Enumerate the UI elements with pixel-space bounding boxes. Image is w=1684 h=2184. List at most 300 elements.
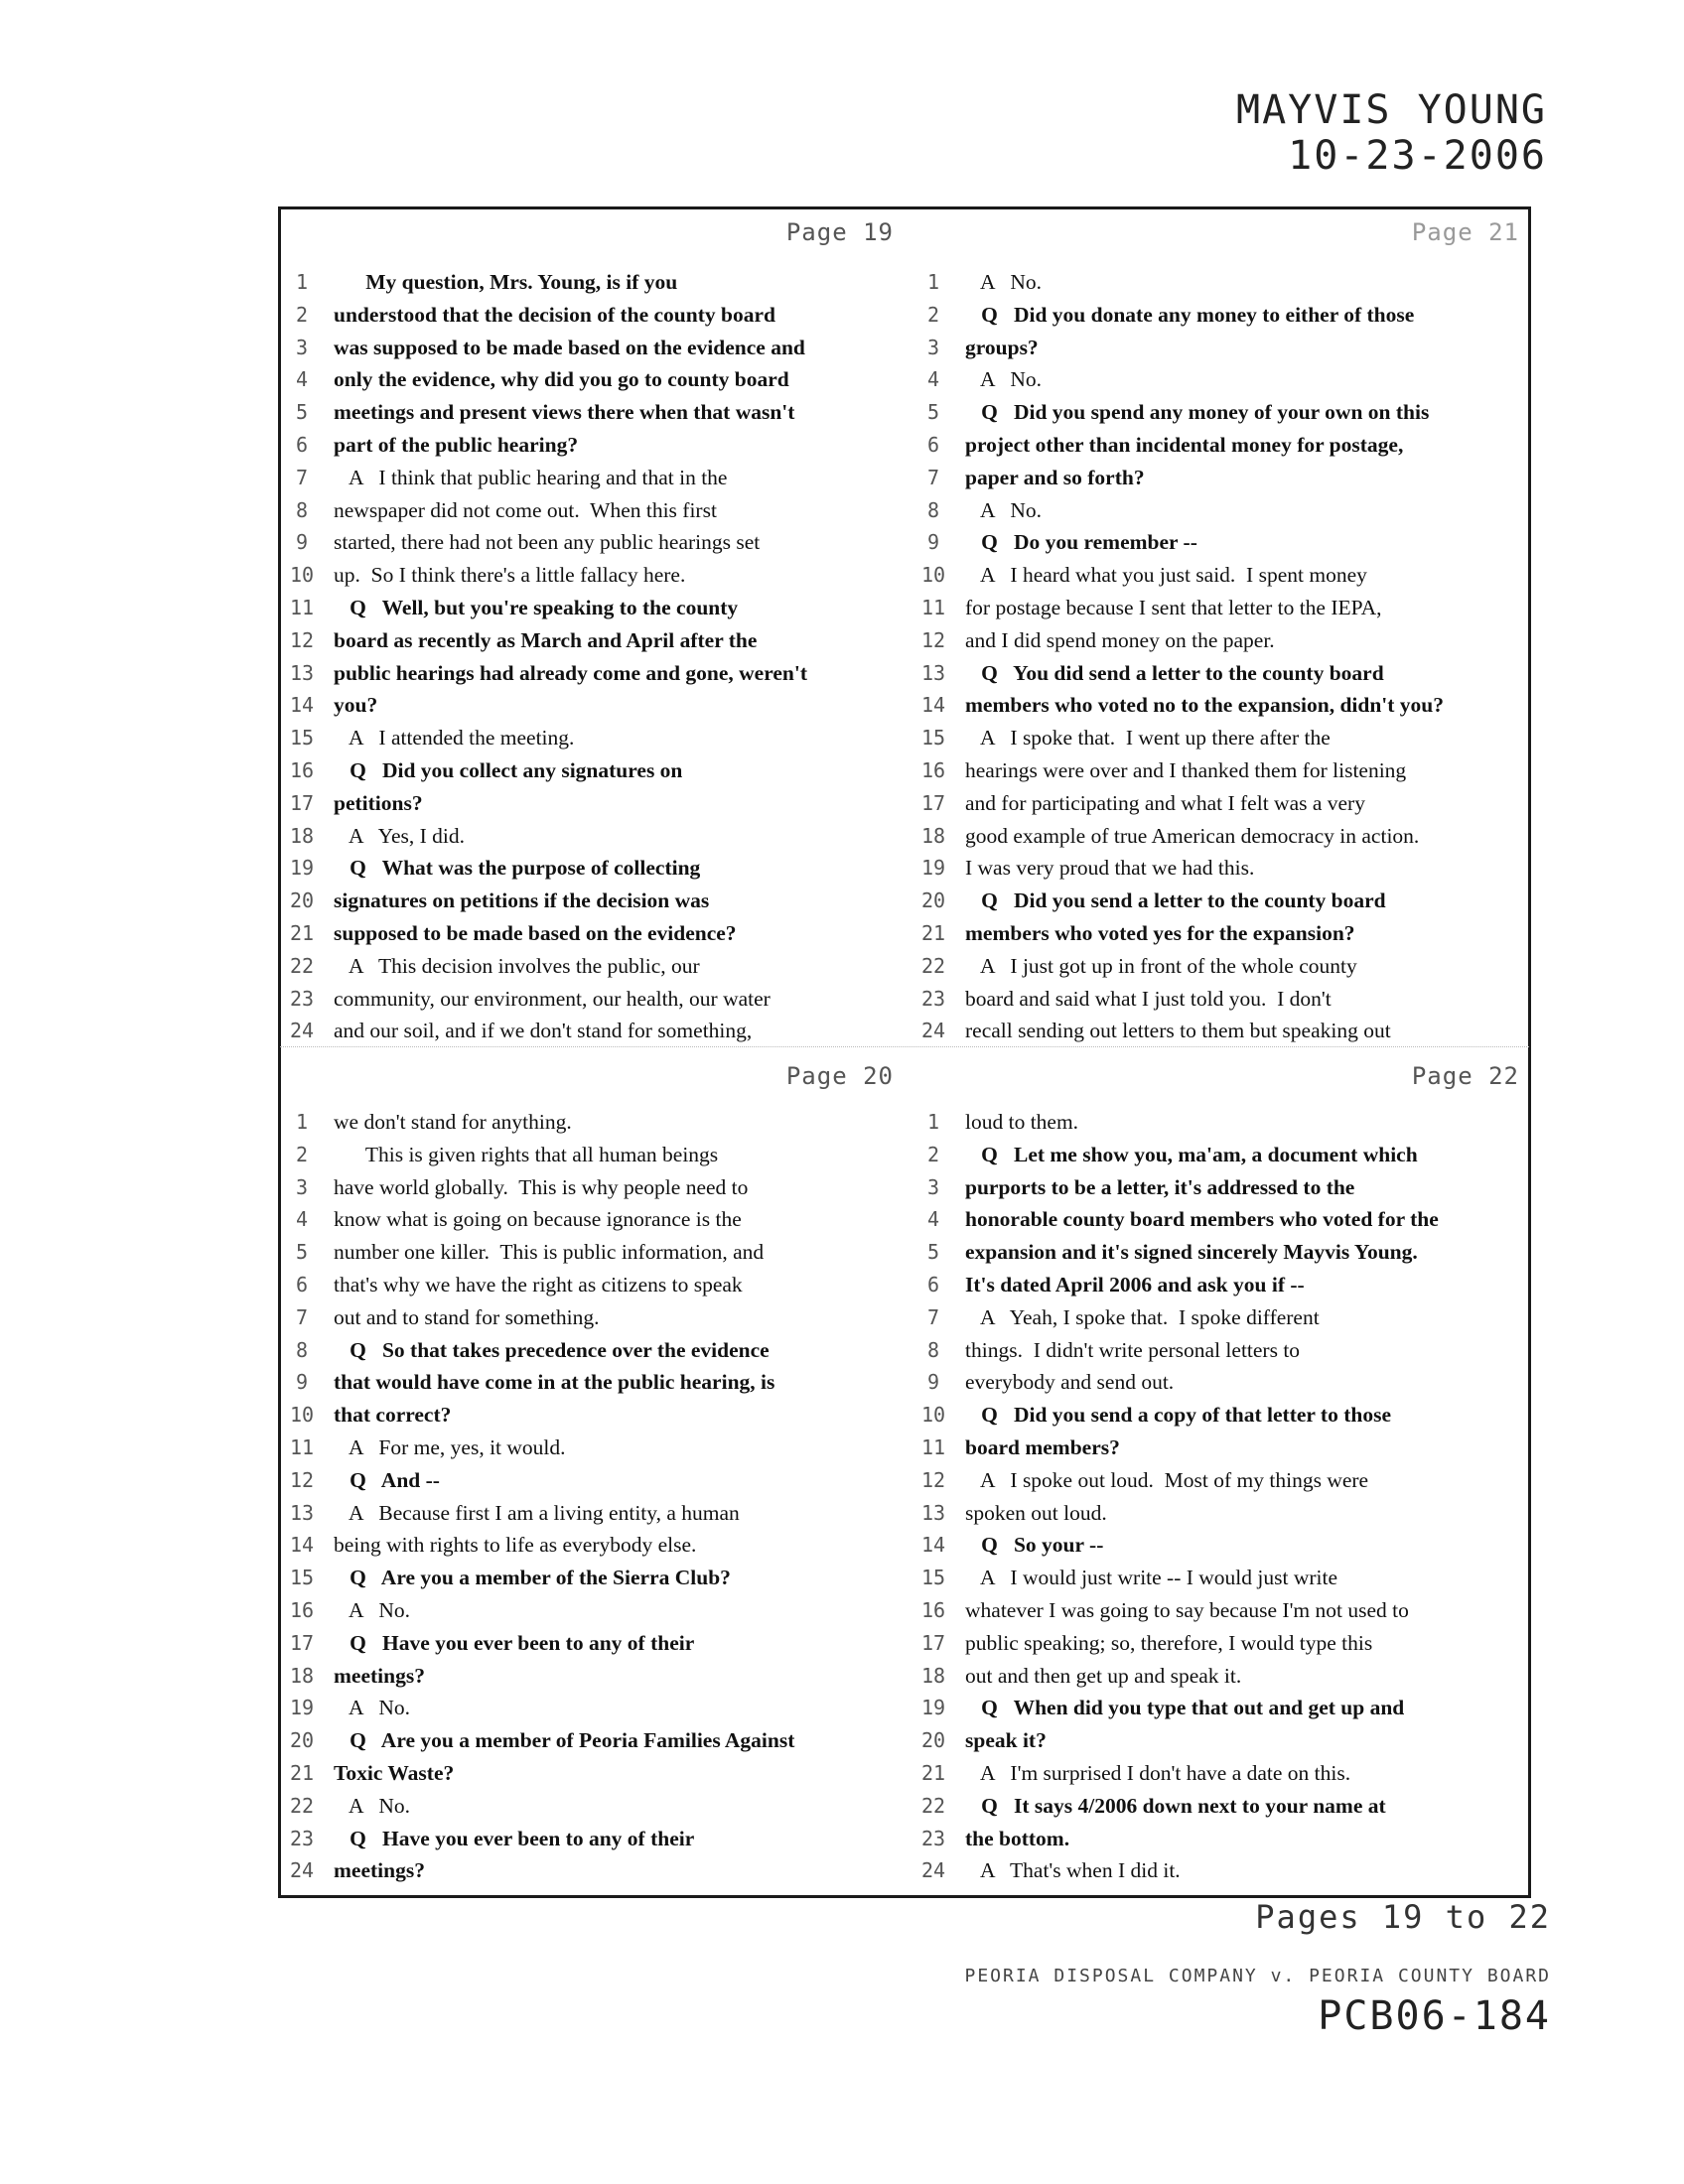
line-number: 12: [289, 1467, 315, 1492]
transcript-line: [280, 494, 904, 527]
transcript-line: [912, 592, 1529, 624]
page-title: Page 20: [785, 1062, 894, 1090]
line-number: 17: [289, 1630, 315, 1655]
line-number: 8: [295, 1337, 309, 1362]
line-text: spoken out loud.: [965, 1500, 1107, 1525]
line-text: It's dated April 2006 and ask you if --: [965, 1272, 1305, 1297]
transcript-line: [912, 624, 1529, 657]
line-text: honorable county board members who voted for the: [965, 1207, 1439, 1232]
transcript-line: [912, 754, 1529, 787]
line-number: 1: [295, 1110, 309, 1134]
line-number: 12: [289, 627, 315, 652]
line-text: A That's when I did it.: [965, 1858, 1181, 1883]
line-text: members who voted yes for the expansion?: [965, 920, 1355, 945]
transcript-line: [912, 1106, 1529, 1139]
line-text: understood that the decision of the county board: [334, 302, 775, 327]
transcript-lines: [280, 266, 904, 1044]
transcript-line: [912, 429, 1529, 462]
line-number: 2: [926, 1142, 940, 1166]
line-text: whatever I was going to say because I'm not used to: [965, 1597, 1409, 1622]
line-text: know what is going on because ignorance is the: [334, 1207, 742, 1232]
transcript-line: [912, 950, 1529, 983]
transcript-line: [280, 885, 904, 917]
line-number: 16: [920, 757, 946, 782]
line-text: A For me, yes, it would.: [334, 1434, 566, 1459]
transcript-page-22: [912, 1054, 1529, 1896]
line-number: 23: [920, 1826, 946, 1850]
transcript-line: [912, 820, 1529, 853]
line-text: Q What was the purpose of collecting: [334, 856, 701, 881]
transcript-line: [280, 1529, 904, 1562]
line-text: Q Have you ever been to any of their: [334, 1630, 695, 1655]
line-text: My question, Mrs. Young, is if you: [334, 270, 678, 294]
line-text: and for participating and what I felt was a very: [965, 790, 1365, 815]
line-text: and I did spend money on the paper.: [965, 627, 1275, 652]
line-text: things. I didn't write personal letters to: [965, 1337, 1301, 1362]
transcript-line: [280, 1432, 904, 1464]
line-text: the bottom.: [965, 1826, 1070, 1850]
line-number: 13: [920, 1500, 946, 1525]
transcript-line: [912, 1497, 1529, 1530]
line-text: A I'm surprised I don't have a date on this.: [965, 1760, 1351, 1785]
line-number: 12: [920, 1467, 946, 1492]
transcript-line: [280, 1562, 904, 1594]
line-number: 4: [295, 367, 309, 392]
line-number: 22: [289, 1793, 315, 1818]
transcript-line: [912, 1236, 1529, 1269]
transcript-line: [912, 299, 1529, 332]
line-number: 3: [295, 1174, 309, 1199]
line-number: 13: [920, 660, 946, 685]
line-number: 23: [920, 986, 946, 1011]
line-number: 14: [289, 693, 315, 718]
line-number: 21: [920, 920, 946, 945]
line-text: that correct?: [334, 1403, 452, 1428]
transcript-line: [280, 332, 904, 364]
transcript-line: [912, 1790, 1529, 1823]
line-text: Q So that takes precedence over the evidence: [334, 1337, 770, 1362]
transcript-line: [912, 494, 1529, 527]
line-number: 2: [295, 302, 309, 327]
line-number: 12: [920, 627, 946, 652]
line-text: Q Did you send a letter to the county board: [965, 888, 1386, 913]
transcript-lines: [912, 1106, 1529, 1887]
line-text: A Yes, I did.: [334, 823, 466, 848]
transcript-line: [280, 1015, 904, 1044]
line-number: 13: [289, 660, 315, 685]
line-number: 6: [926, 1272, 940, 1297]
transcript-line: [912, 1464, 1529, 1497]
transcript-line: [912, 1139, 1529, 1171]
line-number: 16: [289, 1597, 315, 1622]
line-text: you?: [334, 693, 378, 718]
line-number: 10: [920, 1403, 946, 1428]
page-range: Pages 19 to 22: [1255, 1898, 1551, 1936]
transcript-line: [280, 1627, 904, 1660]
transcript-line: [912, 1529, 1529, 1562]
line-text: board and said what I just told you. I don't: [965, 986, 1332, 1011]
line-text: community, our environment, our health, our water: [334, 986, 771, 1011]
line-number: 20: [920, 1728, 946, 1753]
line-number: 10: [289, 563, 315, 588]
transcript-line: [280, 624, 904, 657]
line-text: part of the public hearing?: [334, 432, 579, 457]
transcript-line: [280, 462, 904, 494]
transcript-line: [280, 526, 904, 559]
line-number: 18: [920, 1663, 946, 1688]
line-text: project other than incidental money for postage,: [965, 432, 1404, 457]
transcript-line: [912, 1334, 1529, 1367]
transcript-line: [912, 885, 1529, 917]
transcript-line: [912, 332, 1529, 364]
transcript-line: [280, 1854, 904, 1887]
line-number: 4: [295, 1207, 309, 1232]
line-text: A No.: [965, 497, 1043, 522]
line-text: A No.: [334, 1696, 411, 1720]
line-number: 2: [926, 302, 940, 327]
line-text: started, there had not been any public hearings set: [334, 530, 761, 555]
line-text: Q Are you a member of the Sierra Club?: [334, 1566, 731, 1590]
line-number: 19: [920, 1696, 946, 1720]
line-text: supposed to be made based on the evidence?: [334, 920, 737, 945]
line-number: 9: [295, 530, 309, 555]
transcript-line: [912, 1269, 1529, 1301]
line-text: groups?: [965, 335, 1039, 359]
transcript-line: [912, 689, 1529, 722]
line-text: Q Are you a member of Peoria Families Against: [334, 1728, 795, 1753]
line-text: and our soil, and if we don't stand for something,: [334, 1019, 753, 1043]
line-text: number one killer. This is public information, and: [334, 1240, 765, 1265]
line-text: signatures on petitions if the decision was: [334, 888, 710, 913]
line-number: 7: [295, 1304, 309, 1329]
line-number: 15: [289, 726, 315, 751]
transcript-line: [280, 1301, 904, 1334]
line-number: 21: [920, 1760, 946, 1785]
transcript-line: [912, 722, 1529, 754]
transcript-line: [280, 950, 904, 983]
transcript-line: [280, 1757, 904, 1790]
transcript-page-20: [280, 1054, 904, 1896]
line-text: public hearings had already come and gone, weren't: [334, 660, 808, 685]
transcript-line: [912, 1724, 1529, 1757]
line-text: only the evidence, why did you go to county board: [334, 367, 789, 392]
line-number: 22: [289, 953, 315, 978]
transcript-line: [912, 363, 1529, 396]
line-text: paper and so forth?: [965, 465, 1145, 489]
line-number: 1: [295, 270, 309, 294]
transcript-line: [280, 852, 904, 885]
transcript-line: [280, 1464, 904, 1497]
line-text: out and to stand for something.: [334, 1304, 600, 1329]
transcript-line: [912, 917, 1529, 950]
line-text: Q So your --: [965, 1533, 1104, 1558]
transcript-line: [280, 820, 904, 853]
line-number: 5: [295, 1240, 309, 1265]
line-text: everybody and send out.: [965, 1370, 1175, 1395]
line-number: 7: [926, 465, 940, 489]
line-text: public speaking; so, therefore, I would type this: [965, 1630, 1373, 1655]
line-text: Q You did send a letter to the county board: [965, 660, 1384, 685]
transcript-line: [912, 1660, 1529, 1693]
line-number: 11: [920, 595, 946, 619]
transcript-line: [280, 917, 904, 950]
line-number: 22: [920, 1793, 946, 1818]
line-number: 23: [289, 1826, 315, 1850]
line-text: up. So I think there's a little fallacy here.: [334, 563, 686, 588]
transcript-line: [280, 657, 904, 690]
line-number: 11: [289, 595, 315, 619]
transcript-line: [280, 1724, 904, 1757]
page-title: Page 22: [1411, 1062, 1519, 1090]
transcript-line: [912, 1823, 1529, 1855]
line-number: 17: [920, 1630, 946, 1655]
line-text: A This decision involves the public, our: [334, 953, 700, 978]
transcript-line: [280, 1399, 904, 1432]
line-number: 10: [920, 563, 946, 588]
transcript-line: [280, 299, 904, 332]
line-number: 16: [289, 757, 315, 782]
transcript-line: [280, 1203, 904, 1236]
line-number: 24: [920, 1019, 946, 1043]
transcript-line: [912, 559, 1529, 592]
line-text: board members?: [965, 1434, 1120, 1459]
line-text: Q Well, but you're speaking to the county: [334, 595, 739, 619]
line-text: A I heard what you just said. I spent money: [965, 563, 1367, 588]
transcript-line: [912, 1203, 1529, 1236]
transcript-line: [912, 1432, 1529, 1464]
line-text: Q Have you ever been to any of their: [334, 1826, 695, 1850]
line-text: recall sending out letters to them but speaking out: [965, 1019, 1391, 1043]
transcript-line: [280, 1334, 904, 1367]
transcript-line: [912, 1301, 1529, 1334]
line-number: 3: [926, 335, 940, 359]
line-number: 24: [289, 1858, 315, 1883]
line-text: A I attended the meeting.: [334, 726, 575, 751]
transcript-line: [280, 983, 904, 1016]
line-number: 19: [289, 856, 315, 881]
transcript-line: [280, 1497, 904, 1530]
line-number: 5: [926, 400, 940, 425]
page-title: Page 19: [785, 218, 894, 246]
line-text: meetings?: [334, 1663, 425, 1688]
line-number: 11: [920, 1434, 946, 1459]
line-number: 8: [295, 497, 309, 522]
transcript-page-19: [280, 210, 904, 1044]
line-text: A I think that public hearing and that in the: [334, 465, 728, 489]
line-text: hearings were over and I thanked them for listening: [965, 757, 1407, 782]
line-number: 19: [920, 856, 946, 881]
line-text: speak it?: [965, 1728, 1047, 1753]
line-text: Q It says 4/2006 down next to your name at: [965, 1793, 1386, 1818]
witness-name: MAYVIS YOUNG: [1236, 87, 1547, 133]
line-number: 18: [920, 823, 946, 848]
line-text: Q Did you spend any money of your own on this: [965, 400, 1430, 425]
line-text: Q When did you type that out and get up and: [965, 1696, 1405, 1720]
line-number: 9: [295, 1370, 309, 1395]
line-text: have world globally. This is why people need to: [334, 1174, 749, 1199]
transcript-line: [912, 1757, 1529, 1790]
line-text: Q Did you send a copy of that letter to those: [965, 1403, 1391, 1428]
line-number: 5: [295, 400, 309, 425]
line-text: board as recently as March and April after the: [334, 627, 758, 652]
transcript-lines: [912, 266, 1529, 1044]
line-number: 10: [289, 1403, 315, 1428]
line-text: A I just got up in front of the whole county: [965, 953, 1357, 978]
transcript-line: [912, 526, 1529, 559]
line-text: Toxic Waste?: [334, 1760, 455, 1785]
transcript-line: [280, 787, 904, 820]
transcript-line: [280, 722, 904, 754]
page-title: Page 21: [1411, 218, 1519, 246]
transcript-page-21: [912, 210, 1529, 1044]
line-number: 1: [926, 1110, 940, 1134]
page-divider: [280, 1046, 1529, 1047]
line-text: meetings?: [334, 1858, 425, 1883]
line-text: I was very proud that we had this.: [965, 856, 1255, 881]
line-number: 18: [289, 823, 315, 848]
line-text: A No.: [334, 1793, 411, 1818]
transcript-line: [912, 657, 1529, 690]
line-text: good example of true American democracy in action.: [965, 823, 1420, 848]
transcript-line: [912, 1692, 1529, 1724]
case-caption: PEORIA DISPOSAL COMPANY v. PEORIA COUNTY BOARD: [964, 1966, 1551, 1986]
line-number: 20: [289, 888, 315, 913]
line-text: newspaper did not come out. When this first: [334, 497, 717, 522]
line-text: A No.: [965, 270, 1043, 294]
line-number: 22: [920, 953, 946, 978]
line-text: being with rights to life as everybody else.: [334, 1533, 697, 1558]
line-number: 2: [295, 1142, 309, 1166]
line-number: 15: [920, 1566, 946, 1590]
transcript-line: [280, 1594, 904, 1627]
line-text: expansion and it's signed sincerely Mayvis Young.: [965, 1240, 1418, 1265]
transcript-line: [280, 363, 904, 396]
line-number: 20: [920, 888, 946, 913]
line-number: 4: [926, 1207, 940, 1232]
transcript-line: [280, 1171, 904, 1204]
line-number: 21: [289, 920, 315, 945]
transcript-line: [912, 266, 1529, 299]
line-number: 4: [926, 367, 940, 392]
line-text: loud to them.: [965, 1110, 1079, 1134]
transcript-line: [280, 396, 904, 429]
line-number: 19: [289, 1696, 315, 1720]
line-text: This is given rights that all human beings: [334, 1142, 719, 1166]
transcript-line: [912, 787, 1529, 820]
line-text: for postage because I sent that letter to the IEPA,: [965, 595, 1382, 619]
transcript-line: [912, 462, 1529, 494]
line-number: 15: [920, 726, 946, 751]
transcript-line: [912, 396, 1529, 429]
line-text: Q Did you collect any signatures on: [334, 757, 683, 782]
line-number: 9: [926, 530, 940, 555]
line-number: 8: [926, 497, 940, 522]
line-text: A I spoke that. I went up there after the: [965, 726, 1331, 751]
line-number: 7: [926, 1304, 940, 1329]
line-text: out and then get up and speak it.: [965, 1663, 1242, 1688]
line-text: Q Let me show you, ma'am, a document which: [965, 1142, 1418, 1166]
line-text: Q Did you donate any money to either of those: [965, 302, 1415, 327]
transcript-line: [280, 559, 904, 592]
transcript-line: [912, 1366, 1529, 1399]
transcript-line: [280, 1790, 904, 1823]
transcript-line: [280, 1660, 904, 1693]
line-number: 8: [926, 1337, 940, 1362]
case-number: PCB06-184: [1318, 1993, 1551, 2039]
line-number: 24: [289, 1019, 315, 1043]
transcript-line: [280, 689, 904, 722]
transcript-line: [912, 852, 1529, 885]
transcript-line: [280, 429, 904, 462]
transcript-line: [912, 1854, 1529, 1887]
line-number: 1: [926, 270, 940, 294]
line-number: 5: [926, 1240, 940, 1265]
line-number: 20: [289, 1728, 315, 1753]
line-text: A I spoke out loud. Most of my things were: [965, 1467, 1369, 1492]
line-number: 17: [289, 790, 315, 815]
line-text: A Yeah, I spoke that. I spoke different: [965, 1304, 1320, 1329]
line-number: 6: [295, 432, 309, 457]
line-number: 16: [920, 1597, 946, 1622]
line-text: Q And --: [334, 1467, 440, 1492]
line-text: purports to be a letter, it's addressed to the: [965, 1174, 1355, 1199]
transcript-line: [912, 1399, 1529, 1432]
line-number: 24: [920, 1858, 946, 1883]
transcript-line: [280, 1823, 904, 1855]
transcript-lines: [280, 1106, 904, 1887]
line-text: that's why we have the right as citizens to speak: [334, 1272, 743, 1297]
line-text: meetings and present views there when that wasn't: [334, 400, 795, 425]
transcript-line: [280, 1692, 904, 1724]
transcript-line: [912, 1015, 1529, 1044]
transcript-line: [280, 592, 904, 624]
line-number: 6: [926, 432, 940, 457]
line-number: 14: [289, 1533, 315, 1558]
line-number: 14: [920, 1533, 946, 1558]
line-text: A I would just write -- I would just write: [965, 1566, 1338, 1590]
line-text: A No.: [334, 1597, 411, 1622]
transcript-line: [280, 754, 904, 787]
line-text: that would have come in at the public hearing, is: [334, 1370, 775, 1395]
transcript-line: [912, 1627, 1529, 1660]
line-number: 15: [289, 1566, 315, 1590]
transcript-line: [912, 983, 1529, 1016]
line-number: 14: [920, 693, 946, 718]
deposition-date: 10-23-2006: [1288, 133, 1547, 179]
line-number: 21: [289, 1760, 315, 1785]
transcript-line: [912, 1594, 1529, 1627]
transcript-line: [912, 1171, 1529, 1204]
transcript-line: [280, 1106, 904, 1139]
line-text: petitions?: [334, 790, 423, 815]
line-number: 18: [289, 1663, 315, 1688]
line-number: 3: [926, 1174, 940, 1199]
line-number: 23: [289, 986, 315, 1011]
transcript-line: [280, 1366, 904, 1399]
line-text: A No.: [965, 367, 1043, 392]
transcript-line: [912, 1562, 1529, 1594]
line-text: we don't stand for anything.: [334, 1110, 572, 1134]
line-text: Q Do you remember --: [965, 530, 1197, 555]
line-number: 7: [295, 465, 309, 489]
transcript-line: [280, 266, 904, 299]
transcript-line: [280, 1139, 904, 1171]
line-number: 11: [289, 1434, 315, 1459]
line-number: 9: [926, 1370, 940, 1395]
line-text: A Because first I am a living entity, a human: [334, 1500, 740, 1525]
line-text: members who voted no to the expansion, didn't you?: [965, 693, 1445, 718]
line-number: 13: [289, 1500, 315, 1525]
